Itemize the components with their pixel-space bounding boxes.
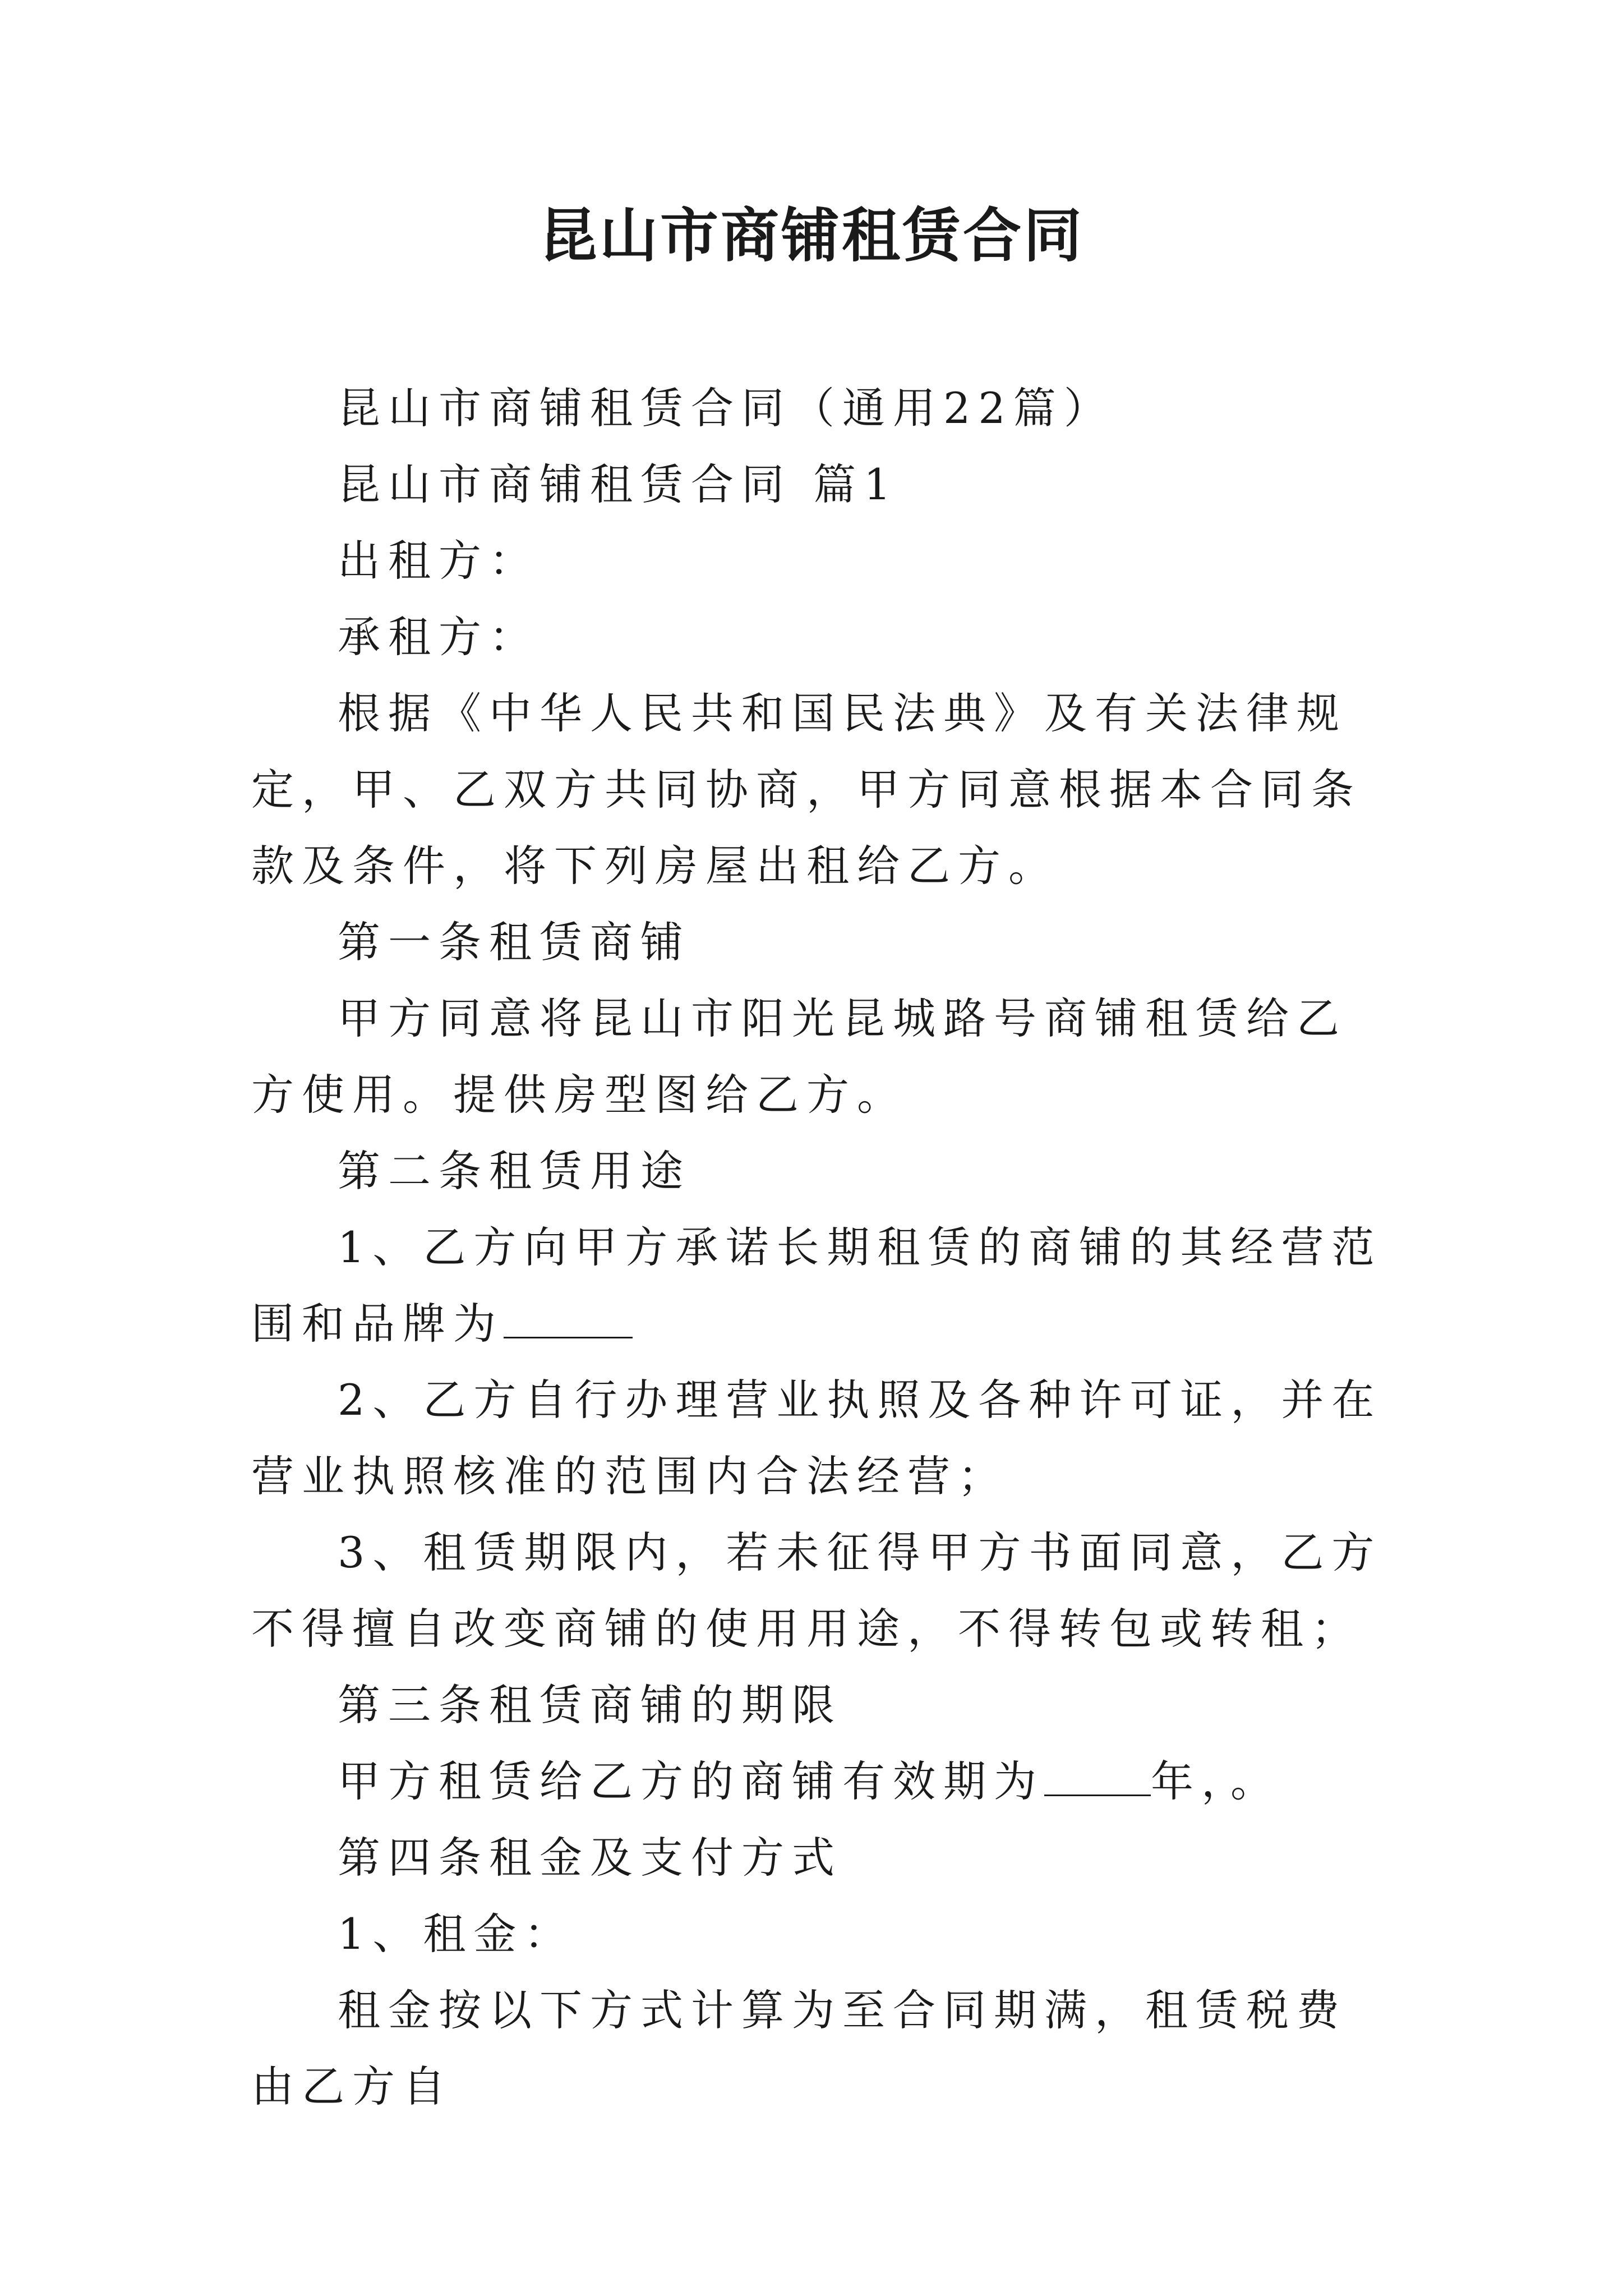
section-heading: 昆山市商铺租赁合同 篇1 (338, 459, 899, 509)
article-1-text: 甲方同意将昆山市阳光昆城路号商铺租赁给乙方使用。提供房型图给乙方。 (251, 993, 1347, 1120)
clause-2-1-text: 1、乙方向甲方承诺长期租赁的商铺的其经营范围和品牌为 (251, 1222, 1382, 1349)
article-2-heading: 第二条租赁用途 (338, 1146, 691, 1196)
brand-blank (504, 1303, 633, 1338)
article-3-text-end: 年，。 (1151, 1756, 1281, 1806)
document-title: 昆山市商铺租赁合同 (538, 201, 1084, 270)
preamble-paragraph: 根据《中华人民共和国民法典》及有关法律规定，甲、乙双方共同协商，甲方同意根据本合同条款及条件，将下列房屋出租给乙方。 (251, 688, 1362, 891)
article-4-heading: 第四条租金及支付方式 (338, 1833, 842, 1883)
article-3-text (251, 1743, 1384, 1820)
subtitle-paragraph: 昆山市商铺租赁合同（通用22篇） (338, 383, 1114, 433)
clause-2-3: 3、租赁期限内，若未征得甲方书面同意，乙方不得擅自改变商铺的使用用途，不得转包或转租； (251, 1527, 1382, 1654)
article-1-heading: 第一条租赁商铺 (338, 917, 691, 967)
term-years-blank (1044, 1761, 1151, 1796)
article-3-text-start: 甲方租赁给乙方的商铺有效期为 (338, 1756, 1044, 1806)
document-body (251, 370, 1384, 2125)
clause-2-2: 2、乙方自行办理营业执照及各种许可证，并在营业执照核准的范围内合法经营； (251, 1375, 1382, 1501)
clause-2-1 (251, 1209, 1384, 1362)
clause-4-1-text: 租金按以下方式计算为至合同期满，租赁税费由乙方自 (251, 1985, 1347, 2111)
clause-4-1: 1、租金： (338, 1909, 575, 1959)
article-3-heading: 第三条租赁商铺的期限 (338, 1680, 842, 1730)
lessor-line: 出租方： (338, 536, 540, 586)
lessee-line: 承租方： (338, 612, 540, 662)
